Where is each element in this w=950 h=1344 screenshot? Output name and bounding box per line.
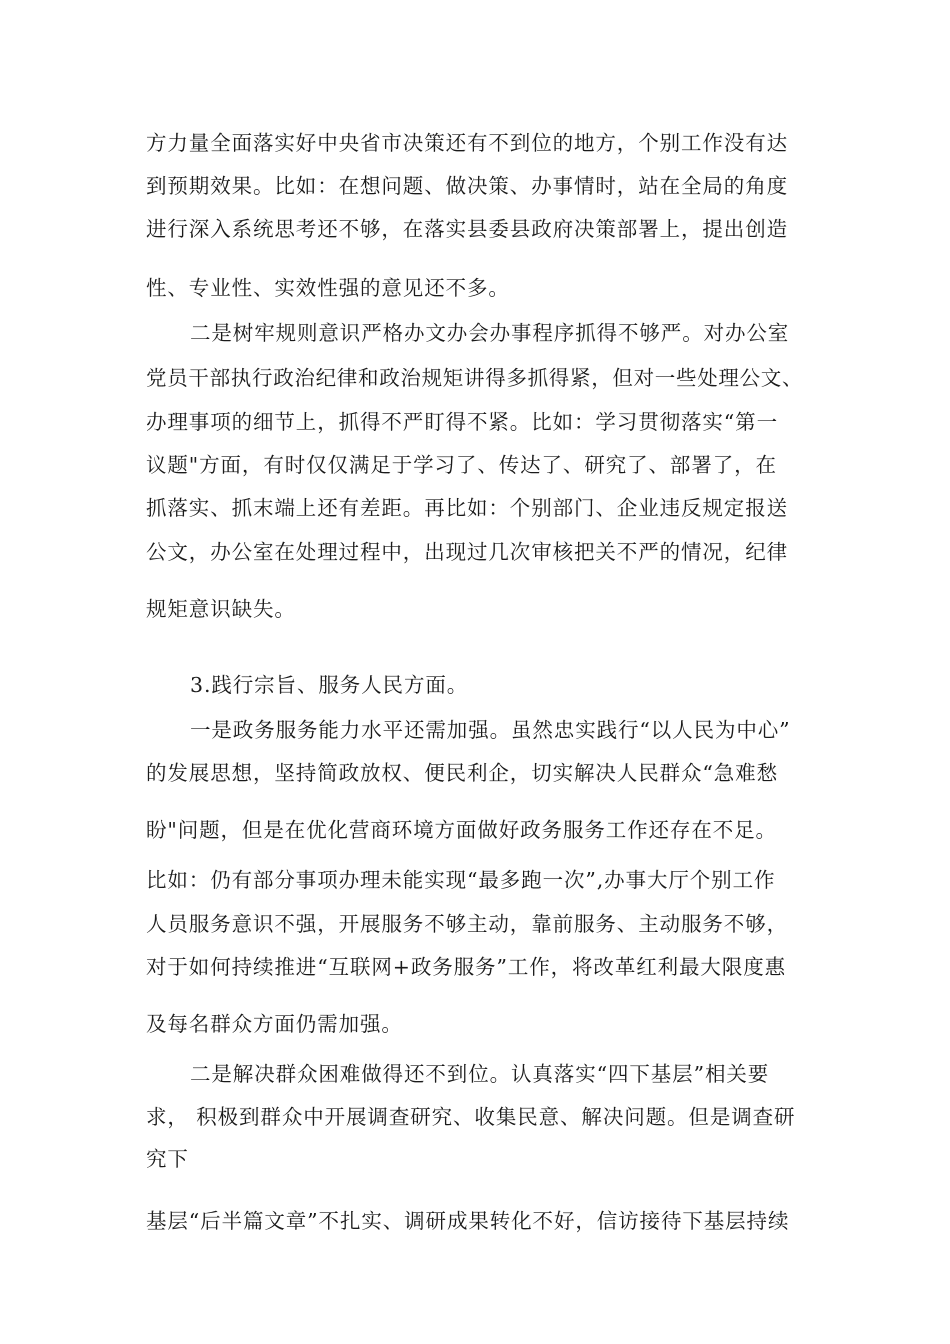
text-line: 公文，办公室在处理过程中，出现过几次审核把关不严的情况，纪律 [146, 540, 788, 564]
text-line: 抓落实、抓末端上还有差距。再比如：个别部门、企业违反规定报送 [146, 496, 788, 520]
paragraph-start-line: 一是政务服务能力水平还需加强。虽然忠实践行“以人民为中心” [190, 718, 791, 742]
paragraph-start-line: 二是树牢规则意识严格办文办会办事程序抓得不够严。对办公室 [190, 321, 790, 345]
text-line: 基层“后半篇文章”不扎实、调研成果转化不好，信访接待下基层持续 [146, 1209, 790, 1233]
text-line: 议题"方面，有时仅仅满足于学习了、传达了、研究了、部署了，在 [146, 453, 777, 477]
text-line: 求， 积极到群众中开展调查研究、收集民意、解决问题。但是调查研 [146, 1105, 796, 1129]
section-heading: 3.践行宗旨、服务人民方面。 [190, 673, 469, 697]
text-line: 比如：仍有部分事项办理未能实现“最多跑一次”,办事大厅个别工作 [146, 868, 776, 892]
text-line: 及每名群众方面仍需加强。 [146, 1012, 403, 1036]
text-line: 的发展思想，坚持简政放权、便民利企，切实解决人民群众“急难愁 [146, 761, 778, 785]
paragraph-start-line: 二是解决群众困难做得还不到位。认真落实“四下基层”相关要 [190, 1062, 770, 1086]
text-line: 规矩意识缺失。 [146, 597, 296, 621]
text-line: 性、专业性、实效性强的意见还不多。 [146, 276, 510, 300]
text-line: 党员干部执行政治纪律和政治规矩讲得多抓得紧，但对一些处理公文、 [146, 366, 804, 390]
text-line: 进行深入系统思考还不够，在落实县委县政府决策部署上，提出创造 [146, 217, 788, 241]
text-line: 人员服务意识不强，开展服务不够主动，靠前服务、主动服务不够， [146, 912, 788, 936]
text-line: 方力量全面落实好中央省市决策还有不到位的地方，个别工作没有达 [146, 131, 788, 155]
text-line: 究下 [146, 1147, 189, 1171]
text-line: 对于如何持续推进“互联网+政务服务”工作，将改革红利最大限度惠 [146, 955, 787, 979]
text-line: 到预期效果。比如：在想问题、做决策、办事情时，站在全局的角度 [146, 174, 788, 198]
text-line: 办理事项的细节上，抓得不严盯得不紧。比如：学习贯彻落实“第一 [146, 410, 778, 434]
text-line: 盼"问题，但是在优化营商环境方面做好政务服务工作还存在不足。 [146, 818, 777, 842]
